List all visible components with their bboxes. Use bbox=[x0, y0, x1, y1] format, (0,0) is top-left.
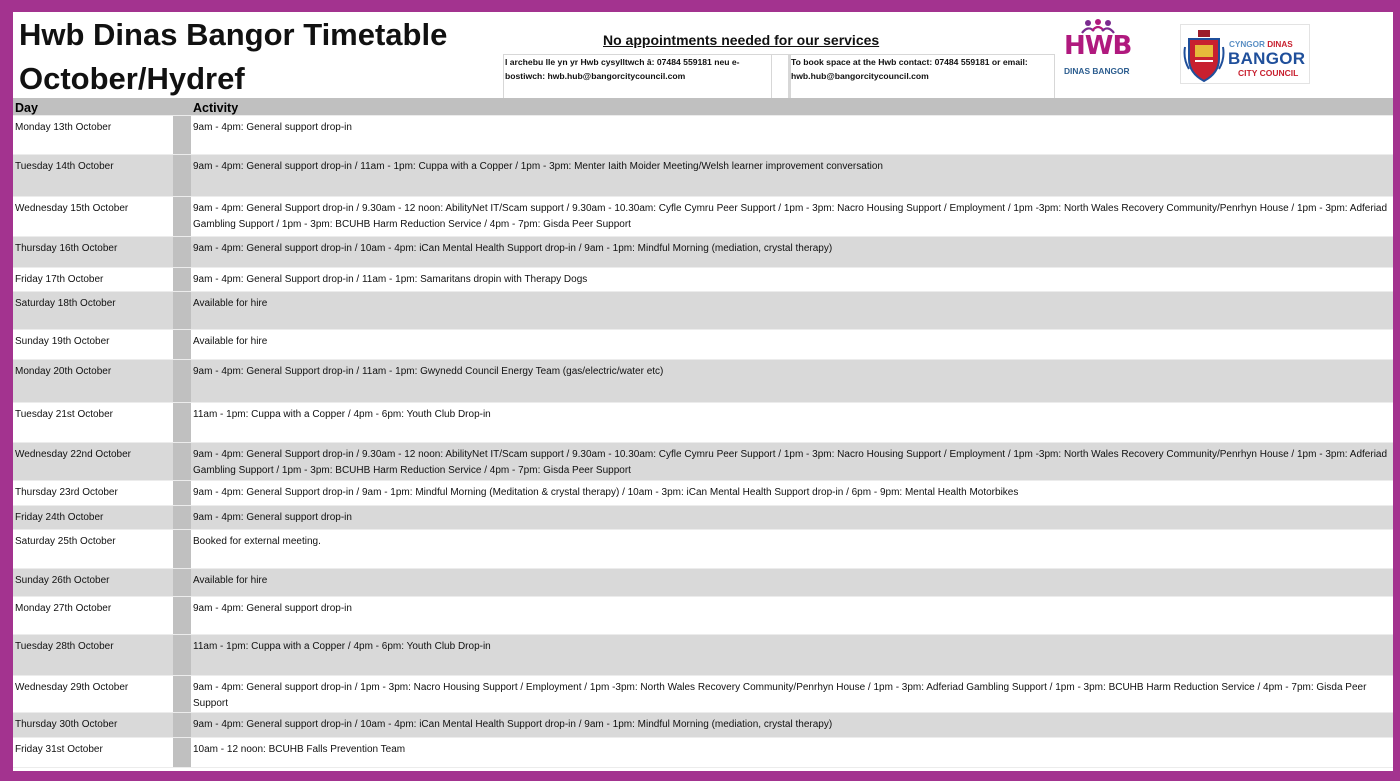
column-separator bbox=[173, 268, 191, 291]
row-activity: Booked for external meeting. bbox=[193, 536, 321, 547]
timetable-sheet bbox=[13, 12, 1393, 771]
row-activity: 9am - 4pm: General Support drop-in / 9am - 1pm: Mindful Morning (Meditation & crystal therapy) / 10am - 3pm: iCan Mental Health Support drop-in / 6pm - 9pm: Mental Health Motorbikes bbox=[193, 487, 1019, 498]
row-activity: 9am - 4pm: General Support drop-in / 9.30am - 12 noon: AbilityNet IT/Scam support / 9.30am - 10.30am: Cyfle Cymru Peer Support / 1pm - 3pm: Nacro Housing Support / Employment / 1pm -3pm: North Wales Recovery Community/Penrhyn House / 1pm - 3pm: Adferiad Gambling Support / 1pm - 3pm: BCUHB Harm Reduction Service / 4pm - 7pm: Gisda Peer Support bbox=[193, 449, 1388, 476]
row-activity: 9am - 4pm: General support drop-in / 1pm - 3pm: Nacro Housing Support / Employment / 1pm -3pm: North Wales Recovery Community/Penrhyn House / 1pm - 3pm: Adferiad Gambling Support / 1pm - 3pm: BCUHB Harm Reduction Service / 4pm - 7pm: Gisda Peer Support bbox=[193, 682, 1367, 709]
column-separator bbox=[173, 155, 191, 196]
row-day: Thursday 30th October bbox=[15, 719, 118, 730]
row-activity: 9am - 4pm: General support drop-in / 10am - 4pm: iCan Mental Health Support drop-in / 9am - 1pm: Mindful Morning (mediation, crystal therapy) bbox=[193, 243, 833, 254]
council-city-council: CITY COUNCIL bbox=[1238, 68, 1299, 78]
column-header-activity: Activity bbox=[193, 101, 239, 115]
column-separator bbox=[173, 330, 191, 359]
table-row bbox=[13, 506, 1393, 530]
table-row bbox=[13, 530, 1393, 569]
row-day: Monday 20th October bbox=[15, 366, 112, 377]
column-separator bbox=[173, 597, 191, 634]
row-day: Saturday 25th October bbox=[15, 536, 116, 547]
row-day: Friday 17th October bbox=[15, 274, 104, 285]
row-activity: 9am - 4pm: General Support drop-in / 11am - 1pm: Samaritans dropin with Therapy Dogs bbox=[193, 274, 588, 285]
row-day: Wednesday 15th October bbox=[15, 203, 129, 214]
row-day: Sunday 19th October bbox=[15, 336, 110, 347]
council-crest-icon bbox=[1183, 29, 1225, 83]
row-activity: 9am - 4pm: General support drop-in / 10am - 4pm: iCan Mental Health Support drop-in / 9am - 1pm: Mindful Morning (mediation, crystal therapy) bbox=[193, 719, 833, 730]
table-row bbox=[13, 360, 1393, 403]
row-activity: 9am - 4pm: General support drop-in / 11am - 1pm: Cuppa with a Copper / 1pm - 3pm: Menter Iaith Moider Meeting/Welsh learner improvement conversation bbox=[193, 161, 883, 172]
column-separator bbox=[173, 738, 191, 767]
contact-welsh: I archebu lle yn yr Hwb cysylltwch â: 07484 559181 neu e-bostiwch: hwb.hub@bangorcitycouncil.com bbox=[505, 57, 740, 81]
row-activity: 9am - 4pm: General Support drop-in / 11am - 1pm: Gwynedd Council Energy Team (gas/electric/water etc) bbox=[193, 366, 664, 377]
table-row bbox=[13, 676, 1393, 713]
column-separator bbox=[173, 98, 191, 115]
table-row bbox=[13, 403, 1393, 443]
row-activity: 11am - 1pm: Cuppa with a Copper / 4pm - 6pm: Youth Club Drop-in bbox=[193, 409, 491, 420]
column-separator bbox=[173, 360, 191, 402]
hwb-logo-subtitle: DINAS BANGOR bbox=[1064, 66, 1130, 76]
row-day: Tuesday 21st October bbox=[15, 409, 114, 420]
timetable-table bbox=[13, 98, 1393, 768]
column-separator bbox=[173, 197, 191, 236]
table-row bbox=[13, 292, 1393, 330]
column-separator bbox=[173, 237, 191, 267]
row-activity: 9am - 4pm: General Support drop-in / 9.30am - 12 noon: AbilityNet IT/Scam support / 9.30am - 10.30am: Cyfle Cymru Peer Support / 1pm - 3pm: Nacro Housing Support / Employment / 1pm -3pm: North Wales Recovery Community/Penrhyn House / 1pm - 3pm: Adferiad Gambling Support / 1pm - 3pm: BCUHB Harm Reduction Service / 4pm - 7pm: Gisda Peer Support bbox=[193, 203, 1388, 230]
row-day: Tuesday 28th October bbox=[15, 641, 114, 652]
row-day: Thursday 23rd October bbox=[15, 487, 118, 498]
row-day: Wednesday 22nd October bbox=[15, 449, 132, 460]
no-appointments-notice: No appointments needed for our services bbox=[603, 32, 880, 48]
row-day: Monday 27th October bbox=[15, 603, 112, 614]
table-row bbox=[13, 268, 1393, 292]
row-activity: Available for hire bbox=[193, 575, 268, 586]
table-header-row bbox=[13, 98, 1393, 116]
row-day: Thursday 16th October bbox=[15, 243, 118, 254]
hwb-logo bbox=[1060, 17, 1135, 87]
column-separator bbox=[173, 569, 191, 596]
row-day: Friday 24th October bbox=[15, 512, 104, 523]
table-row bbox=[13, 155, 1393, 197]
row-day: Monday 13th October bbox=[15, 122, 112, 133]
row-activity: Available for hire bbox=[193, 298, 268, 309]
column-header-day: Day bbox=[15, 101, 38, 115]
table-row bbox=[13, 597, 1393, 635]
column-separator bbox=[173, 530, 191, 568]
table-row bbox=[13, 330, 1393, 360]
council-cyngor: CYNGOR bbox=[1229, 40, 1265, 49]
page-subtitle: October/Hydref bbox=[19, 61, 245, 96]
row-day: Wednesday 29th October bbox=[15, 682, 129, 693]
column-separator bbox=[173, 443, 191, 480]
council-bangor: BANGOR bbox=[1228, 49, 1306, 68]
row-activity: Available for hire bbox=[193, 336, 268, 347]
column-separator bbox=[173, 506, 191, 529]
column-separator bbox=[173, 403, 191, 442]
row-activity: 9am - 4pm: General support drop-in bbox=[193, 122, 352, 133]
table-row bbox=[13, 197, 1393, 237]
table-row bbox=[13, 569, 1393, 597]
row-day: Tuesday 14th October bbox=[15, 161, 114, 172]
column-separator bbox=[173, 713, 191, 737]
bangor-city-council-logo bbox=[1180, 24, 1310, 84]
row-day: Sunday 26th October bbox=[15, 575, 110, 586]
column-separator bbox=[173, 676, 191, 712]
table-row bbox=[13, 116, 1393, 155]
council-logo-top-line bbox=[1229, 40, 1293, 49]
table-row bbox=[13, 713, 1393, 738]
row-day: Saturday 18th October bbox=[15, 298, 116, 309]
column-separator bbox=[173, 116, 191, 154]
contact-english: To book space at the Hwb contact: 07484 559181 or email: hwb.hub@bangorcitycouncil.com bbox=[791, 57, 1028, 81]
hwb-logo-word: HWB bbox=[1064, 31, 1132, 61]
row-activity: 11am - 1pm: Cuppa with a Copper / 4pm - 6pm: Youth Club Drop-in bbox=[193, 641, 491, 652]
column-separator bbox=[173, 481, 191, 505]
row-activity: 10am - 12 noon: BCUHB Falls Prevention Team bbox=[193, 744, 406, 755]
row-activity: 9am - 4pm: General support drop-in bbox=[193, 512, 352, 523]
table-row bbox=[13, 635, 1393, 676]
table-row bbox=[13, 443, 1393, 481]
table-row bbox=[13, 481, 1393, 506]
column-separator bbox=[173, 635, 191, 675]
column-separator bbox=[173, 292, 191, 329]
row-activity: 9am - 4pm: General support drop-in bbox=[193, 603, 352, 614]
table-row bbox=[13, 237, 1393, 268]
council-dinas: DINAS bbox=[1267, 40, 1293, 49]
page-title: Hwb Dinas Bangor Timetable bbox=[19, 17, 448, 52]
table-row bbox=[13, 738, 1393, 768]
row-day: Friday 31st October bbox=[15, 744, 103, 755]
